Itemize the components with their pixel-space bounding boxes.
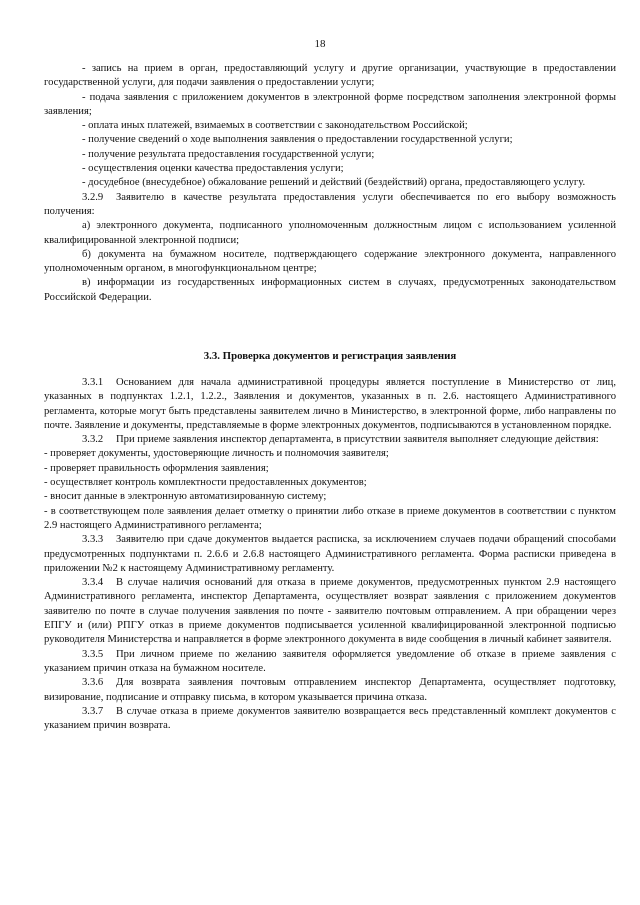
clause-number: 3.3.6 <box>82 677 104 689</box>
clause-text: При личном приеме по желанию заявителя оформляется уведомление об отказе в приеме заявления с указанием причин отказа на бумажном носителе. <box>44 648 616 674</box>
clause-text: Заявителю при сдаче документов выдается расписка, за исключением случаев подачи обращений способами предусмотренных подпунктами п. 2.6.6 и 2.6.8 настоящего Административного регламента. Форма расписки приведена в приложении №2 к настоящему Административному регламенту. <box>44 534 616 574</box>
list-item: - оплата иных платежей, взимаемых в соответствии с законодательством Российской; <box>82 120 468 132</box>
clause-text: Заявителю в качестве результата предоставления услуги обеспечивается по его выбору возможность получения: <box>44 191 616 217</box>
page-number: 18 <box>314 38 326 50</box>
clause-number: 3.3.4 <box>82 577 104 589</box>
clause-text: В случае наличия оснований для отказа в приеме документов, предусмотренных пунктом 2.9 настоящего Административного регламента, инспектор Департамента, осуществляет возврат заявления с приложением документов заявителю по почте в случае получения заявления по почте - заявителю почтовым отправлением. А при обращении через ЕПГУ и (или) РПГУ отказ в приеме документов подписывается усиленной квалифицированной электронной подписью руководителя Министерства и направляется в форме электронного документа в виде сообщения в личный кабинет заявителя. <box>44 577 616 646</box>
paragraph-3-3-5 <box>44 648 616 677</box>
clause-text: В случае отказа в приеме документов заявителю возвращается весь представленный комплект документов с указанием причин возврата. <box>44 705 616 732</box>
list-item: - получение сведений о ходе выполнения заявления о предоставлении государственной услуги; <box>82 134 513 146</box>
list-item: а) электронного документа, подписанного уполномоченным должностным лицом с использованием усиленной квалифицированной электронной подписи; <box>44 220 616 246</box>
list-item: - подача заявления с приложением документов в электронной форме посредством заполнения электронной формы заявления; <box>44 91 616 117</box>
list-item: - осуществления оценки качества предоставления услуги; <box>82 163 344 175</box>
list-item: б) документа на бумажном носителе, подтверждающего содержание электронного документа, направленного уполномоченным органом, в многофункциональном центре; <box>44 248 616 275</box>
paragraph-3-3-4 <box>44 576 616 647</box>
list-item: - в соответствующем поле заявления делает отметку о принятии либо отказе в приеме документов в соответствии с пунктом 2.9 настоящего Административного регламента; <box>44 505 616 531</box>
clause-text: Основанием для начала административной процедуры является поступление в Министерство от лиц, указанных в подпунктах 1.2.1, 1.2.2., Заявления и документов, указанных в п. 2.6. настоящего Административного регламента, которые могут быть представлены заявителем лично в Министерство, в электронной форме, либо направлены по почте. Заявление и документы, представляемые в форме электронных документов, подписываются в установленном порядке. <box>44 377 616 431</box>
clause-number: 3.3.2 <box>82 434 104 446</box>
paragraph-3-3-7 <box>44 705 616 734</box>
clause-number: 3.3.7 <box>82 705 104 717</box>
section-title: 3.3. Проверка документов и регистрация заявления <box>203 350 457 362</box>
list-item: - вносит данные в электронную автоматизированную систему; <box>44 491 327 503</box>
clause-number: 3.2.9 <box>82 191 104 203</box>
list-item: - получение результата предоставления государственной услуги; <box>82 148 375 160</box>
section-3-2-continuation <box>44 62 616 305</box>
clause-text: Для возврата заявления почтовым отправлением инспектор Департамента, осуществляет подготовку, визирование, подписание и отправку письма, в котором указывается причина отказа. <box>44 677 616 703</box>
clause-number: 3.3.5 <box>82 648 104 660</box>
list-item: - проверяет документы, удостоверяющие личность и полномочия заявителя; <box>44 448 389 460</box>
paragraph-3-3-1 <box>44 376 616 433</box>
clause-number: 3.3.3 <box>82 534 104 546</box>
list-item: в) информации из государственных информационных систем в случаях, предусмотренных законодательством Российской Федерации. <box>44 277 616 303</box>
list-item: - проверяет правильность оформления заявления; <box>44 462 269 474</box>
list-item: - запись на прием в орган, предоставляющий услугу и другие организации, участвующие в предоставлении государственной услуги, для подачи заявления о предоставлении услуги; <box>44 63 616 89</box>
clause-number: 3.3.1 <box>82 377 104 388</box>
paragraph-3-3-3 <box>44 533 616 576</box>
clause-text: При приеме заявления инспектор департамента, в присутствии заявителя выполняет следующие действия: <box>116 434 599 446</box>
list-item: - досудебное (внесудебное) обжалование решений и действий (бездействий) органа, предоставляющего услугу. <box>82 177 586 189</box>
paragraph-3-3-6 <box>44 676 616 705</box>
section-3-3-body <box>44 376 616 733</box>
paragraph-3-2-9 <box>44 191 616 220</box>
paragraph-3-3-2 <box>44 433 616 447</box>
list-item: - осуществляет контроль комплектности предоставленных документов; <box>44 477 367 489</box>
